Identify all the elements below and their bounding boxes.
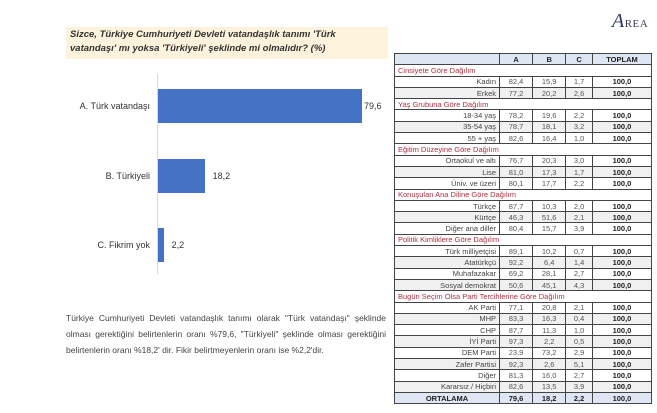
value-cell: 80,1 <box>500 178 533 189</box>
value-cell: 11,3 <box>533 325 566 336</box>
value-cell: 20,2 <box>533 87 566 98</box>
row-label: Muhafazakar <box>395 268 500 279</box>
section-header-row <box>395 189 652 200</box>
value-cell: 18,1 <box>533 121 566 132</box>
value-cell: 1,4 <box>566 257 593 268</box>
value-cell: 2,1 <box>566 212 593 223</box>
value-cell: 17,3 <box>533 166 566 177</box>
value-cell: 77,2 <box>500 87 533 98</box>
average-cell: 2,2 <box>566 392 593 403</box>
total-cell: 100,0 <box>592 313 651 324</box>
table-row <box>395 133 652 144</box>
table-row <box>395 381 652 392</box>
total-cell: 100,0 <box>592 87 651 98</box>
row-label: Atatürkçü <box>395 257 500 268</box>
value-cell: 46,3 <box>500 212 533 223</box>
row-label: Zafer Partisi <box>395 359 500 370</box>
table-row <box>395 268 652 279</box>
section-title: Konuşulan Ana Diline Göre Dağılım <box>395 189 652 200</box>
value-cell: 16,3 <box>533 313 566 324</box>
table-row <box>395 121 652 132</box>
table-row <box>395 359 652 370</box>
value-cell: 2,9 <box>566 347 593 358</box>
row-label: Kadın <box>395 76 500 87</box>
value-cell: 83,3 <box>500 313 533 324</box>
value-cell: 2,1 <box>566 302 593 313</box>
value-cell: 20,8 <box>533 302 566 313</box>
value-cell: 2,7 <box>566 370 593 381</box>
total-cell: 100,0 <box>592 212 651 223</box>
value-cell: 81,3 <box>500 370 533 381</box>
value-label: 2,2 <box>171 240 185 250</box>
value-cell: 20,3 <box>533 155 566 166</box>
table-row <box>395 178 652 189</box>
total-cell: 100,0 <box>592 257 651 268</box>
total-cell: 100,0 <box>592 381 651 392</box>
value-cell: 45,1 <box>533 279 566 290</box>
row-label: Üniv. ve üzeri <box>395 178 500 189</box>
row-label: Kararsız / Hiçbiri <box>395 381 500 392</box>
row-label: Lise <box>395 166 500 177</box>
table-row <box>395 155 652 166</box>
table-row <box>395 110 652 121</box>
average-cell: 18,2 <box>533 392 566 403</box>
row-label: 55 + yaş <box>395 133 500 144</box>
value-cell: 6,4 <box>533 257 566 268</box>
total-cell: 100,0 <box>592 246 651 257</box>
value-cell: 13,5 <box>533 381 566 392</box>
value-label: 18,2 <box>212 171 231 181</box>
section-header-row <box>395 99 652 110</box>
total-cell: 100,0 <box>592 336 651 347</box>
section-title: Bugün Seçim Olsa Parti Tercihlerine Göre Dağılım <box>395 291 652 302</box>
row-label: 18-34 yaş <box>395 110 500 121</box>
value-cell: 78,7 <box>500 121 533 132</box>
table-row <box>395 212 652 223</box>
value-cell: 1,7 <box>566 166 593 177</box>
table-row <box>395 302 652 313</box>
row-label: 35-54 yaş <box>395 121 500 132</box>
section-header-row <box>395 144 652 155</box>
bar-row-b <box>60 159 390 193</box>
bar-chart <box>60 70 390 280</box>
header-blank <box>395 54 500 65</box>
section-title: Cinsiyete Göre Dağılım <box>395 65 652 76</box>
row-label: Türkçe <box>395 200 500 211</box>
value-cell: 1,0 <box>566 133 593 144</box>
value-cell: 23,9 <box>500 347 533 358</box>
value-cell: 2,7 <box>566 268 593 279</box>
section-title: Yaş Grubuna Göre Dağılım <box>395 99 652 110</box>
total-cell: 100,0 <box>592 370 651 381</box>
value-cell: 16,4 <box>533 133 566 144</box>
value-cell: 2,2 <box>566 110 593 121</box>
value-cell: 1,0 <box>566 325 593 336</box>
logo-initial: A <box>612 10 625 32</box>
average-row <box>395 392 652 403</box>
value-cell: 73,2 <box>533 347 566 358</box>
row-label: İYİ Parti <box>395 336 500 347</box>
row-label: DEM Parti <box>395 347 500 358</box>
header-c: C <box>566 54 593 65</box>
row-label: Ortaokul ve altı <box>395 155 500 166</box>
value-cell: 15,9 <box>533 76 566 87</box>
total-cell: 100,0 <box>592 155 651 166</box>
value-label: 79,6 <box>363 101 382 111</box>
value-cell: 3,2 <box>566 121 593 132</box>
total-cell: 100,0 <box>592 110 651 121</box>
average-cell: 79,6 <box>500 392 533 403</box>
value-cell: 17,7 <box>533 178 566 189</box>
category-label: A. Türk vatandaşı <box>79 101 150 111</box>
table-body <box>395 65 652 404</box>
row-label: Sosyal demokrat <box>395 279 500 290</box>
value-cell: 15,7 <box>533 223 566 234</box>
table-row <box>395 166 652 177</box>
crosstab-table <box>394 53 652 404</box>
value-cell: 76,7 <box>500 155 533 166</box>
table-row <box>395 200 652 211</box>
value-cell: 2,6 <box>566 87 593 98</box>
total-cell: 100,0 <box>592 325 651 336</box>
value-cell: 3,9 <box>566 381 593 392</box>
section-header-row <box>395 234 652 245</box>
total-cell: 100,0 <box>592 178 651 189</box>
value-cell: 82,6 <box>500 381 533 392</box>
value-cell: 2,2 <box>533 336 566 347</box>
average-cell: 100,0 <box>592 392 651 403</box>
section-header-row <box>395 65 652 76</box>
value-cell: 16,0 <box>533 370 566 381</box>
value-cell: 10,3 <box>533 200 566 211</box>
value-cell: 2,6 <box>533 359 566 370</box>
table-row <box>395 347 652 358</box>
section-header-row <box>395 291 652 302</box>
total-cell: 100,0 <box>592 76 651 87</box>
value-cell: 3,9 <box>566 223 593 234</box>
value-cell: 92,3 <box>500 359 533 370</box>
section-title: Politik Kimliklere Göre Dağılım <box>395 234 652 245</box>
total-cell: 100,0 <box>592 279 651 290</box>
table-row <box>395 313 652 324</box>
value-cell: 19,6 <box>533 110 566 121</box>
value-cell: 3,0 <box>566 155 593 166</box>
row-label: MHP <box>395 313 500 324</box>
bar <box>158 228 164 262</box>
value-cell: 87,7 <box>500 200 533 211</box>
total-cell: 100,0 <box>592 223 651 234</box>
value-cell: 28,1 <box>533 268 566 279</box>
table-row <box>395 370 652 381</box>
row-label: Türk milliyetçisi <box>395 246 500 257</box>
value-cell: 89,1 <box>500 246 533 257</box>
value-cell: 92,2 <box>500 257 533 268</box>
row-label: CHP <box>395 325 500 336</box>
value-cell: 51,6 <box>533 212 566 223</box>
value-cell: 97,3 <box>500 336 533 347</box>
table-row <box>395 336 652 347</box>
row-label: Erkek <box>395 87 500 98</box>
value-cell: 82,4 <box>500 76 533 87</box>
value-cell: 82,6 <box>500 133 533 144</box>
row-label: Kürtçe <box>395 212 500 223</box>
question-title: Sizce, Türkiye Cumhuriyeti Devleti vatandaşlık tanımı 'Türk vatandaşı' mı yoksa 'Türkiyeli' şeklinde mi olmalıdır? (%) <box>66 27 388 59</box>
value-cell: 0,5 <box>566 336 593 347</box>
table-row <box>395 325 652 336</box>
value-cell: 77,1 <box>500 302 533 313</box>
value-cell: 2,0 <box>566 200 593 211</box>
row-label: Diğer ana diller <box>395 223 500 234</box>
total-cell: 100,0 <box>592 121 651 132</box>
average-label: ORTALAMA <box>395 392 500 403</box>
total-cell: 100,0 <box>592 166 651 177</box>
row-label: Diğer <box>395 370 500 381</box>
logo-text: REA <box>624 18 649 30</box>
bar <box>158 89 362 123</box>
table-row <box>395 279 652 290</box>
value-cell: 0,4 <box>566 313 593 324</box>
value-cell: 1,7 <box>566 76 593 87</box>
value-cell: 87,7 <box>500 325 533 336</box>
value-cell: 0,7 <box>566 246 593 257</box>
value-cell: 69,2 <box>500 268 533 279</box>
table-row <box>395 257 652 268</box>
table-header-row <box>395 54 652 65</box>
value-cell: 50,6 <box>500 279 533 290</box>
value-cell: 5,1 <box>566 359 593 370</box>
total-cell: 100,0 <box>592 302 651 313</box>
row-label: AK Parti <box>395 302 500 313</box>
table-row <box>395 76 652 87</box>
header-b: B <box>533 54 566 65</box>
total-cell: 100,0 <box>592 200 651 211</box>
table-row <box>395 246 652 257</box>
area-logo <box>612 10 648 33</box>
value-cell: 10,2 <box>533 246 566 257</box>
table-row <box>395 223 652 234</box>
total-cell: 100,0 <box>592 359 651 370</box>
bar-row-c <box>60 228 390 262</box>
total-cell: 100,0 <box>592 347 651 358</box>
category-label: C. Fikrim yok <box>97 240 150 250</box>
value-cell: 2,2 <box>566 178 593 189</box>
summary-note: Türkiye Cumhuriyeti Devleti vatandaşlık tanımı olarak "Türk vatandaşı" şeklinde olması gerektiğini belirtenlerin oranı %79,6, "Türkiyeli" şeklinde olması gerektiğini belirtenlerin oranı %18,2' dir. Fikir belirtmeyenlerin oranı ise %2,2'dir. <box>66 313 386 355</box>
bar-row-a <box>60 89 390 123</box>
value-cell: 80,4 <box>500 223 533 234</box>
header-total: TOPLAM <box>592 54 651 65</box>
value-cell: 4,3 <box>566 279 593 290</box>
header-a: A <box>500 54 533 65</box>
category-label: B. Türkiyeli <box>105 171 150 181</box>
total-cell: 100,0 <box>592 268 651 279</box>
section-title: Eğitim Düzeyine Göre Dağılım <box>395 144 652 155</box>
value-cell: 81,0 <box>500 166 533 177</box>
table-row <box>395 87 652 98</box>
bar <box>158 159 205 193</box>
total-cell: 100,0 <box>592 133 651 144</box>
value-cell: 78,2 <box>500 110 533 121</box>
